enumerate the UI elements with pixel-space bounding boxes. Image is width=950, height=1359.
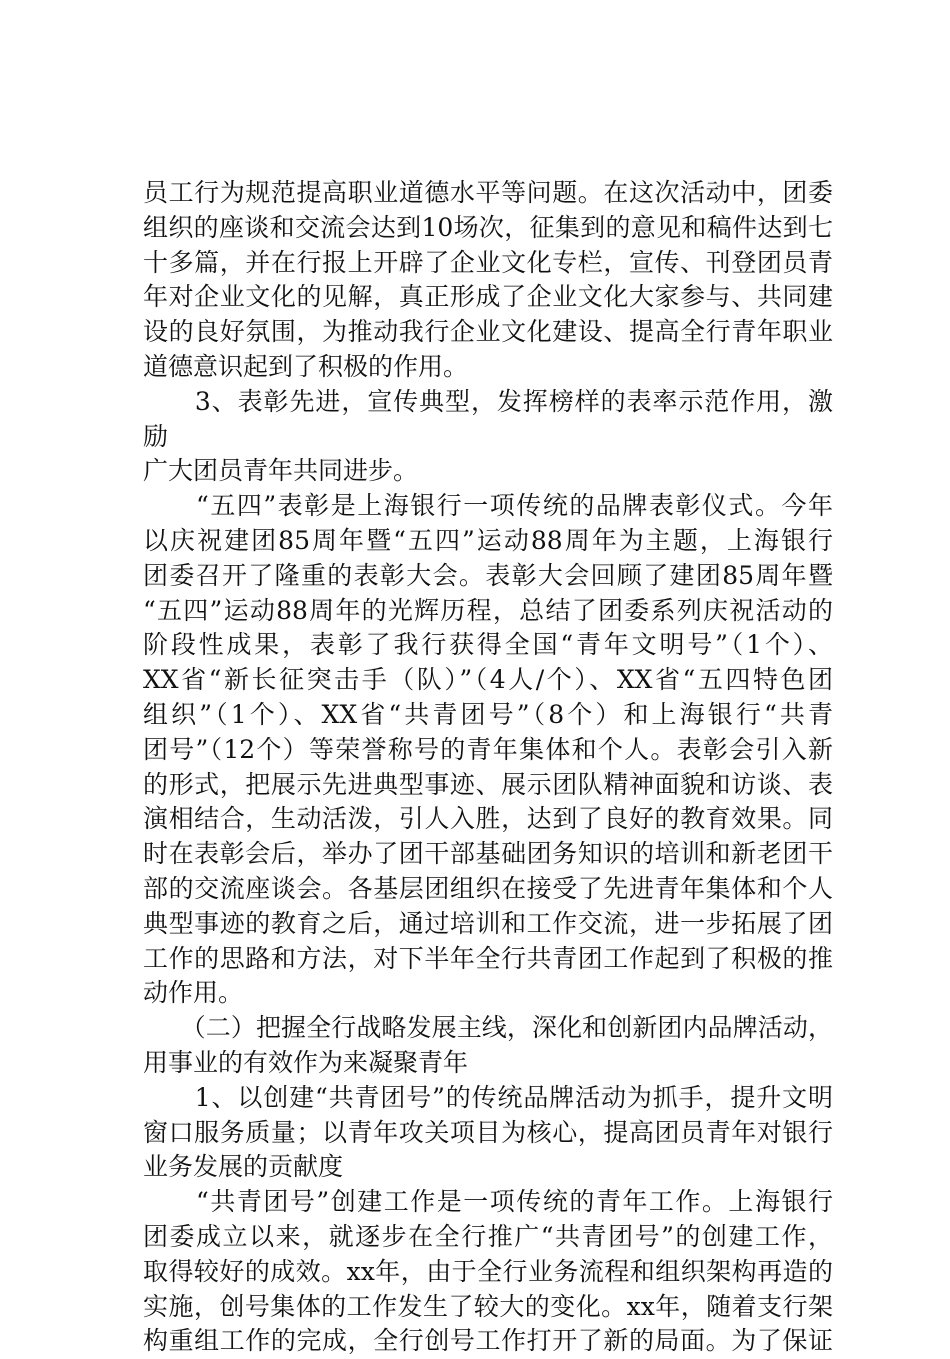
section-heading-line: （二）把握全行战略发展主线，深化和创新团内品牌活动，	[143, 1013, 833, 1043]
text-line: 阶段性成果，表彰了我行获得全国“青年文明号”（1个）、	[143, 630, 833, 660]
text-line: 员工行为规范提高职业道德水平等问题。在这次活动中，团委	[143, 178, 833, 207]
text-line: 演相结合，生动活泼，引人入胜，达到了良好的教育效果。同	[143, 804, 833, 834]
text-line: 组织的座谈和交流会达到10场次，征集到的意见和稿件达到七	[143, 212, 833, 242]
text-line: 工作的思路和方法，对下半年全行共青团工作起到了积极的推	[143, 943, 833, 973]
text-line: 组织”（1个）、XX省“共青团号”（8个）和上海银行“共青	[143, 699, 833, 729]
text-line: 年对企业文化的见解，真正形成了企业文化大家参与、共同建	[143, 282, 833, 312]
text-line: 3、表彰先进，宣传典型，发挥榜样的表率示范作用，激励	[143, 386, 833, 451]
subsection-heading-line: 窗口服务质量；以青年攻关项目为核心，提高团员青年对银行	[143, 1117, 833, 1147]
text-line: “共青团号”创建工作是一项传统的青年工作。上海银行	[143, 1187, 833, 1217]
text-line: 团委成立以来，就逐步在全行推广“共青团号”的创建工作，	[143, 1221, 833, 1251]
text-line: 道德意识起到了积极的作用。	[143, 351, 469, 381]
text-line: 时在表彰会后，举办了团干部基础团务知识的培训和新老团干	[143, 839, 833, 869]
text-line: “五四”运动88周年的光辉历程，总结了团委系列庆祝活动的	[143, 595, 833, 625]
text-line: 取得较好的成效。xx年，由于全行业务流程和组织架构再造的	[143, 1256, 833, 1286]
text-line: 典型事迹的教育之后，通过培训和工作交流，进一步拓展了团	[143, 908, 833, 938]
section-heading-line: 用事业的有效作为来凝聚青年	[143, 1047, 469, 1077]
text-line: 以庆祝建团85周年暨“五四”运动88周年为主题，上海银行	[143, 525, 833, 555]
text-line: 十多篇，并在行报上开辟了企业文化专栏，宣传、刊登团员青	[143, 247, 833, 277]
text-line: 团号”（12个）等荣誉称号的青年集体和个人。表彰会引入新	[143, 734, 833, 764]
body-text	[143, 176, 833, 1359]
text-line: 团委召开了隆重的表彰大会。表彰大会回顾了建团85周年暨	[143, 560, 833, 590]
text-line: “五四”表彰是上海银行一项传统的品牌表彰仪式。今年	[143, 491, 833, 521]
subsection-heading-line: 1、以创建“共青团号”的传统品牌活动为抓手，提升文明	[143, 1082, 833, 1112]
text-line: 设的良好氛围，为推动我行企业文化建设、提高全行青年职业	[143, 317, 833, 347]
text-line: 构重组工作的完成，全行创号工作打开了新的局面。为了保证	[143, 1326, 833, 1356]
subsection-heading-line: 业务发展的贡献度	[143, 1152, 344, 1182]
text-line: 的形式，把展示先进典型事迹、展示团队精神面貌和访谈、表	[143, 769, 833, 799]
text-line: 实施，创号集体的工作发生了较大的变化。xx年，随着支行架	[143, 1291, 833, 1321]
text-line: 动作用。	[143, 978, 244, 1008]
text-line: 广大团员青年共同进步。	[143, 456, 419, 486]
text-line: XX省“新长征突击手（队）”（4人/个）、XX省“五四特色团	[143, 665, 833, 695]
text-line: 部的交流座谈会。各基层团组织在接受了先进青年集体和个人	[143, 873, 833, 903]
